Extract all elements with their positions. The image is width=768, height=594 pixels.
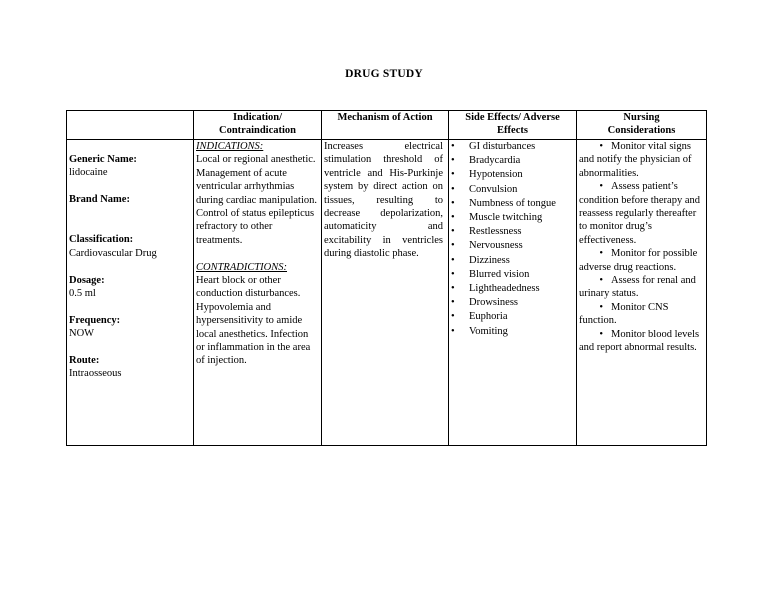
list-item: • Blurred vision [451, 268, 574, 282]
indications-text: Local or regional anesthetic. Management of acute ventricular arrhythmias during cardiac manipulation. Control of status epilepticus refractory to other treatments. [196, 154, 318, 246]
header-indication: Indication/ Contraindication [194, 111, 322, 140]
nursing-item: • Monitor CNS function. [579, 301, 669, 327]
dosage-label: Dosage: [69, 274, 105, 286]
side-effects-cell [449, 140, 577, 446]
route-value: Intraosseous [69, 368, 122, 380]
bullet-icon: • [599, 328, 603, 340]
nursing-item: • Assess for renal and urinary status. [579, 275, 696, 300]
drug-study-table [66, 110, 707, 446]
brand-name-label: Brand Name: [69, 194, 130, 206]
drug-info-cell [67, 140, 194, 446]
header-mechanism: Mechanism of Action [322, 111, 449, 140]
contradictions-heading: CONTRADICTIONS: [196, 261, 288, 273]
mechanism-cell [322, 140, 449, 446]
list-item: • Numbness of tongue [451, 197, 574, 211]
indication-cell [194, 140, 322, 446]
classification-label: Classification: [69, 234, 134, 246]
generic-name-label: Generic Name: [69, 154, 137, 165]
frequency-label: Frequency: [69, 314, 121, 326]
indications-heading: INDICATIONS: [196, 141, 264, 152]
nursing-item: • Monitor for possible adverse drug reactions. [579, 248, 698, 273]
bullet-icon: • [599, 181, 603, 193]
frequency-value: NOW [69, 328, 95, 340]
dosage-value: 0.5 ml [69, 288, 96, 299]
bullet-icon: • [599, 248, 603, 260]
header-nursing: Nursing Considerations [577, 111, 707, 140]
nursing-item: • Monitor vital signs and notify the physician of abnormalities. [579, 141, 692, 179]
bullet-icon: • [599, 141, 603, 152]
list-item: • Bradycardia [451, 154, 574, 168]
bullet-icon: • [599, 275, 603, 287]
list-item: • Vomiting [451, 325, 574, 339]
contradictions-text: Heart block or other conduction disturbances. Hypovolemia and hypersensitivity to amide local anesthetics. Infection or inflammation in the area of injection. [196, 275, 311, 367]
route-label: Route: [69, 355, 100, 366]
list-item: • Restlessness [451, 225, 574, 239]
list-item: • Euphoria [451, 310, 574, 324]
list-item: • Dizziness [451, 254, 574, 268]
mechanism-text: Increases electrical stimulation threshold of ventricle and His-Purkinje system by direct action on tissues, resulting to decrease depolarization, automaticity and excitability in ventricles during diastolic phase. [324, 141, 443, 260]
list-item: • Nervousness [451, 239, 574, 253]
list-item: • Muscle twitching [451, 211, 574, 225]
list-item: • GI disturbances [451, 140, 574, 154]
classification-value: Cardiovascular Drug [69, 247, 157, 259]
list-item: • Convulsion [451, 183, 574, 197]
generic-name-value: lidocaine [69, 167, 108, 179]
list-item: • Hypotension [451, 168, 574, 182]
header-side-effects: Side Effects/ Adverse Effects [449, 111, 577, 140]
list-item: • Lightheadedness [451, 282, 574, 296]
bullet-icon: • [599, 301, 603, 313]
list-item: • Drowsiness [451, 296, 574, 310]
table-body-row [67, 140, 707, 446]
nursing-cell [577, 140, 707, 446]
side-effects-list [451, 140, 574, 339]
nursing-item: • Monitor blood levels and report abnormal results. [579, 328, 700, 354]
nursing-item: • Assess patient’s condition before therapy and reassess regularly thereafter to monitor drug’s effectiveness. [579, 181, 700, 246]
document-title: DRUG STUDY [345, 68, 423, 80]
table-header-row [67, 111, 707, 140]
header-drug-info [67, 111, 194, 140]
